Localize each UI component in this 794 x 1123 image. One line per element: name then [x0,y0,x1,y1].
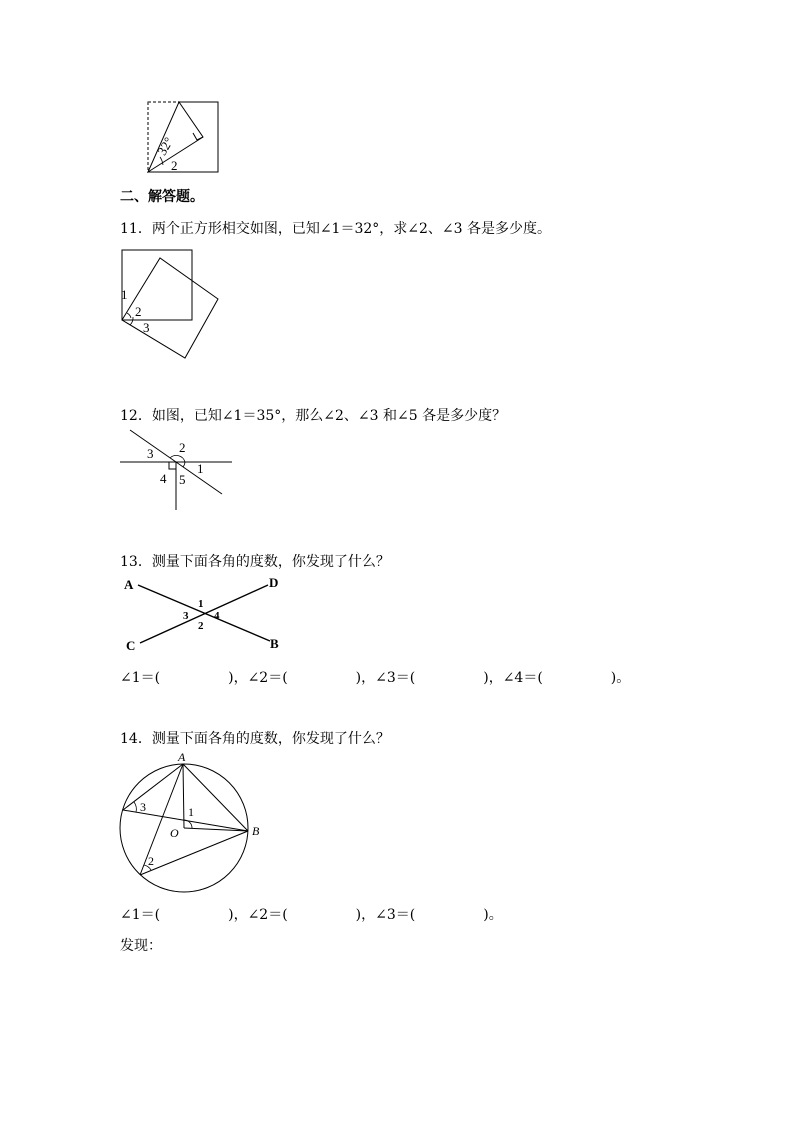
q14-label-1: 1 [188,805,194,819]
q12-label-5: 5 [179,472,186,487]
q13-label-B: B [270,636,279,651]
figure-square-triangle [140,95,230,180]
q14-angle1-prompt: ∠1＝( [120,907,161,923]
q13-label-D: D [269,575,279,590]
q12-label-1: 1 [197,461,204,476]
q13-answer-line [120,667,630,687]
q13-angle4-prompt: )，∠4＝( [483,670,543,686]
q14-answer-end: )。 [483,907,503,923]
q12-label-2: 2 [179,440,186,455]
q14-angle3-prompt: )，∠3＝( [355,907,416,923]
q14-angle2-prompt: )，∠2＝( [228,907,288,923]
q13-angle1-prompt: ∠1＝( [120,670,161,686]
q12-label-4: 4 [160,471,167,486]
q12-label-3: 3 [147,446,154,461]
q11-label-3: 3 [143,320,150,335]
q13-label-A: A [124,577,134,592]
q14-answer-line [120,904,503,924]
q11-label-2: 2 [135,304,142,319]
q14-finding-label: 发现： [120,938,162,954]
fig-top-label-2: 2 [171,158,178,173]
q14-label-3: 3 [140,800,146,814]
q13-figure [118,573,288,653]
q12-figure [115,425,240,515]
q13-label-4: 4 [214,610,220,622]
q14-label-B: B [252,824,260,838]
q14-label-O: O [170,826,179,840]
q13-angle3-prompt: )，∠3＝( [355,670,416,686]
q14-label-A: A [178,750,186,764]
q11-text: 11．两个正方形相交如图，已知∠1＝32°，求∠2、∠3 各是多少度。 [120,221,551,237]
section-title: 二、解答题。 [120,189,204,205]
q14-text: 14．测量下面各角的度数，你发现了什么？ [120,731,390,747]
q13-label-C: C [126,638,136,653]
q13-text: 13．测量下面各角的度数，你发现了什么？ [120,554,390,570]
q13-angle2-prompt: )，∠2＝( [228,670,288,686]
q11-label-1: 1 [121,287,128,302]
q13-label-1: 1 [198,598,204,610]
fig-top-angle-label: 32° [154,134,177,158]
q14-figure [115,750,275,900]
q12-text: 12．如图，已知∠1＝35°，那么∠2、∠3 和∠5 各是多少度？ [120,408,507,424]
q13-label-3: 3 [183,610,189,622]
q13-answer-end: )。 [610,670,631,686]
q11-figure [115,245,225,365]
q13-label-2: 2 [198,620,204,632]
q14-label-2: 2 [148,854,154,868]
